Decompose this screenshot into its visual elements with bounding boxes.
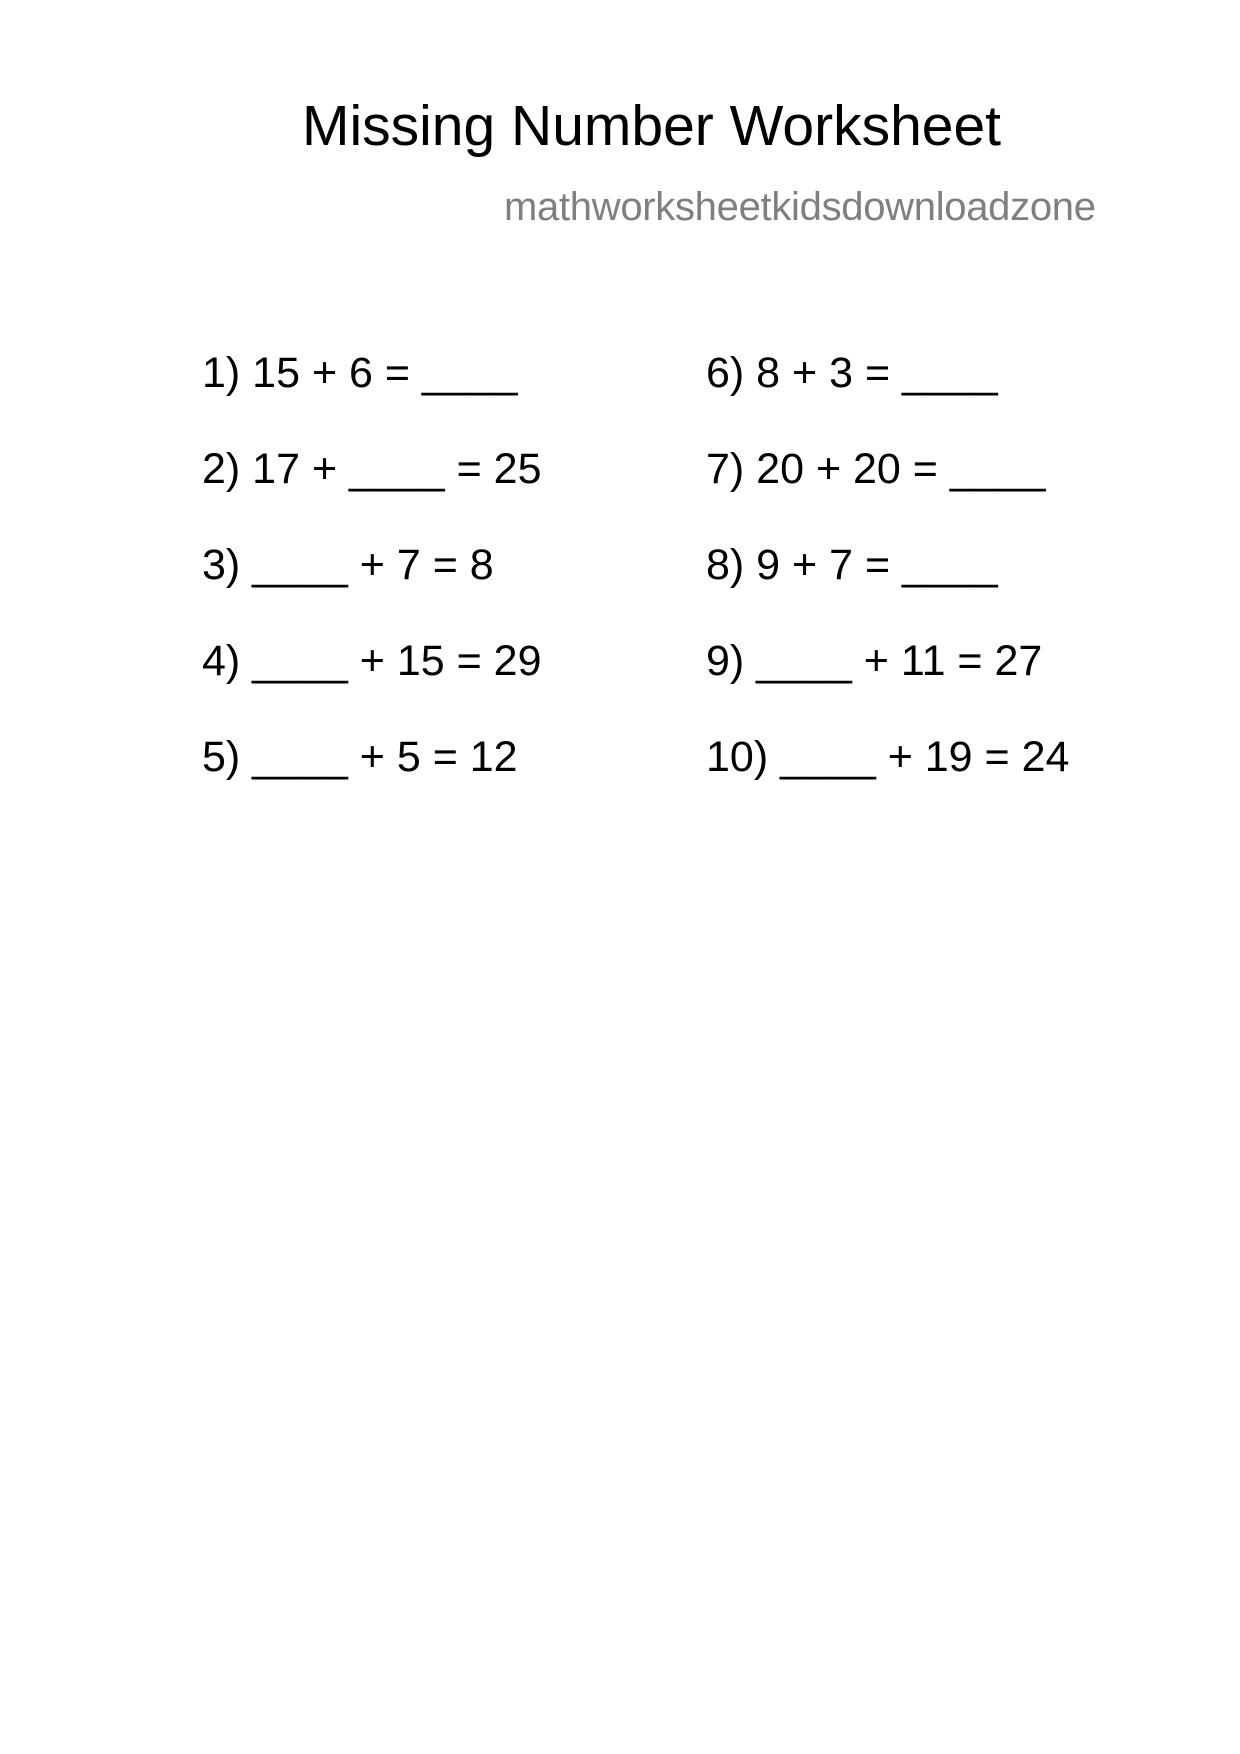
problem-5: 5) ____ + 5 = 12	[202, 733, 518, 781]
page-subtitle: mathworksheetkidsdownloadzone	[504, 185, 1096, 229]
problems-right-column	[706, 349, 1070, 832]
problem-6: 6) 8 + 3 = ____	[706, 349, 998, 397]
problem-2: 2) 17 + ____ = 25	[202, 445, 542, 493]
problem-1: 1) 15 + 6 = ____	[202, 349, 518, 397]
problem-8: 8) 9 + 7 = ____	[706, 541, 998, 589]
problems-left-column	[202, 349, 542, 832]
page-title: Missing Number Worksheet	[302, 94, 1002, 158]
problem-7: 7) 20 + 20 = ____	[706, 445, 1046, 493]
problem-4: 4) ____ + 15 = 29	[202, 637, 542, 685]
problem-3: 3) ____ + 7 = 8	[202, 541, 494, 589]
problem-10: 10) ____ + 19 = 24	[706, 733, 1070, 781]
problem-9: 9) ____ + 11 = 27	[706, 637, 1043, 685]
